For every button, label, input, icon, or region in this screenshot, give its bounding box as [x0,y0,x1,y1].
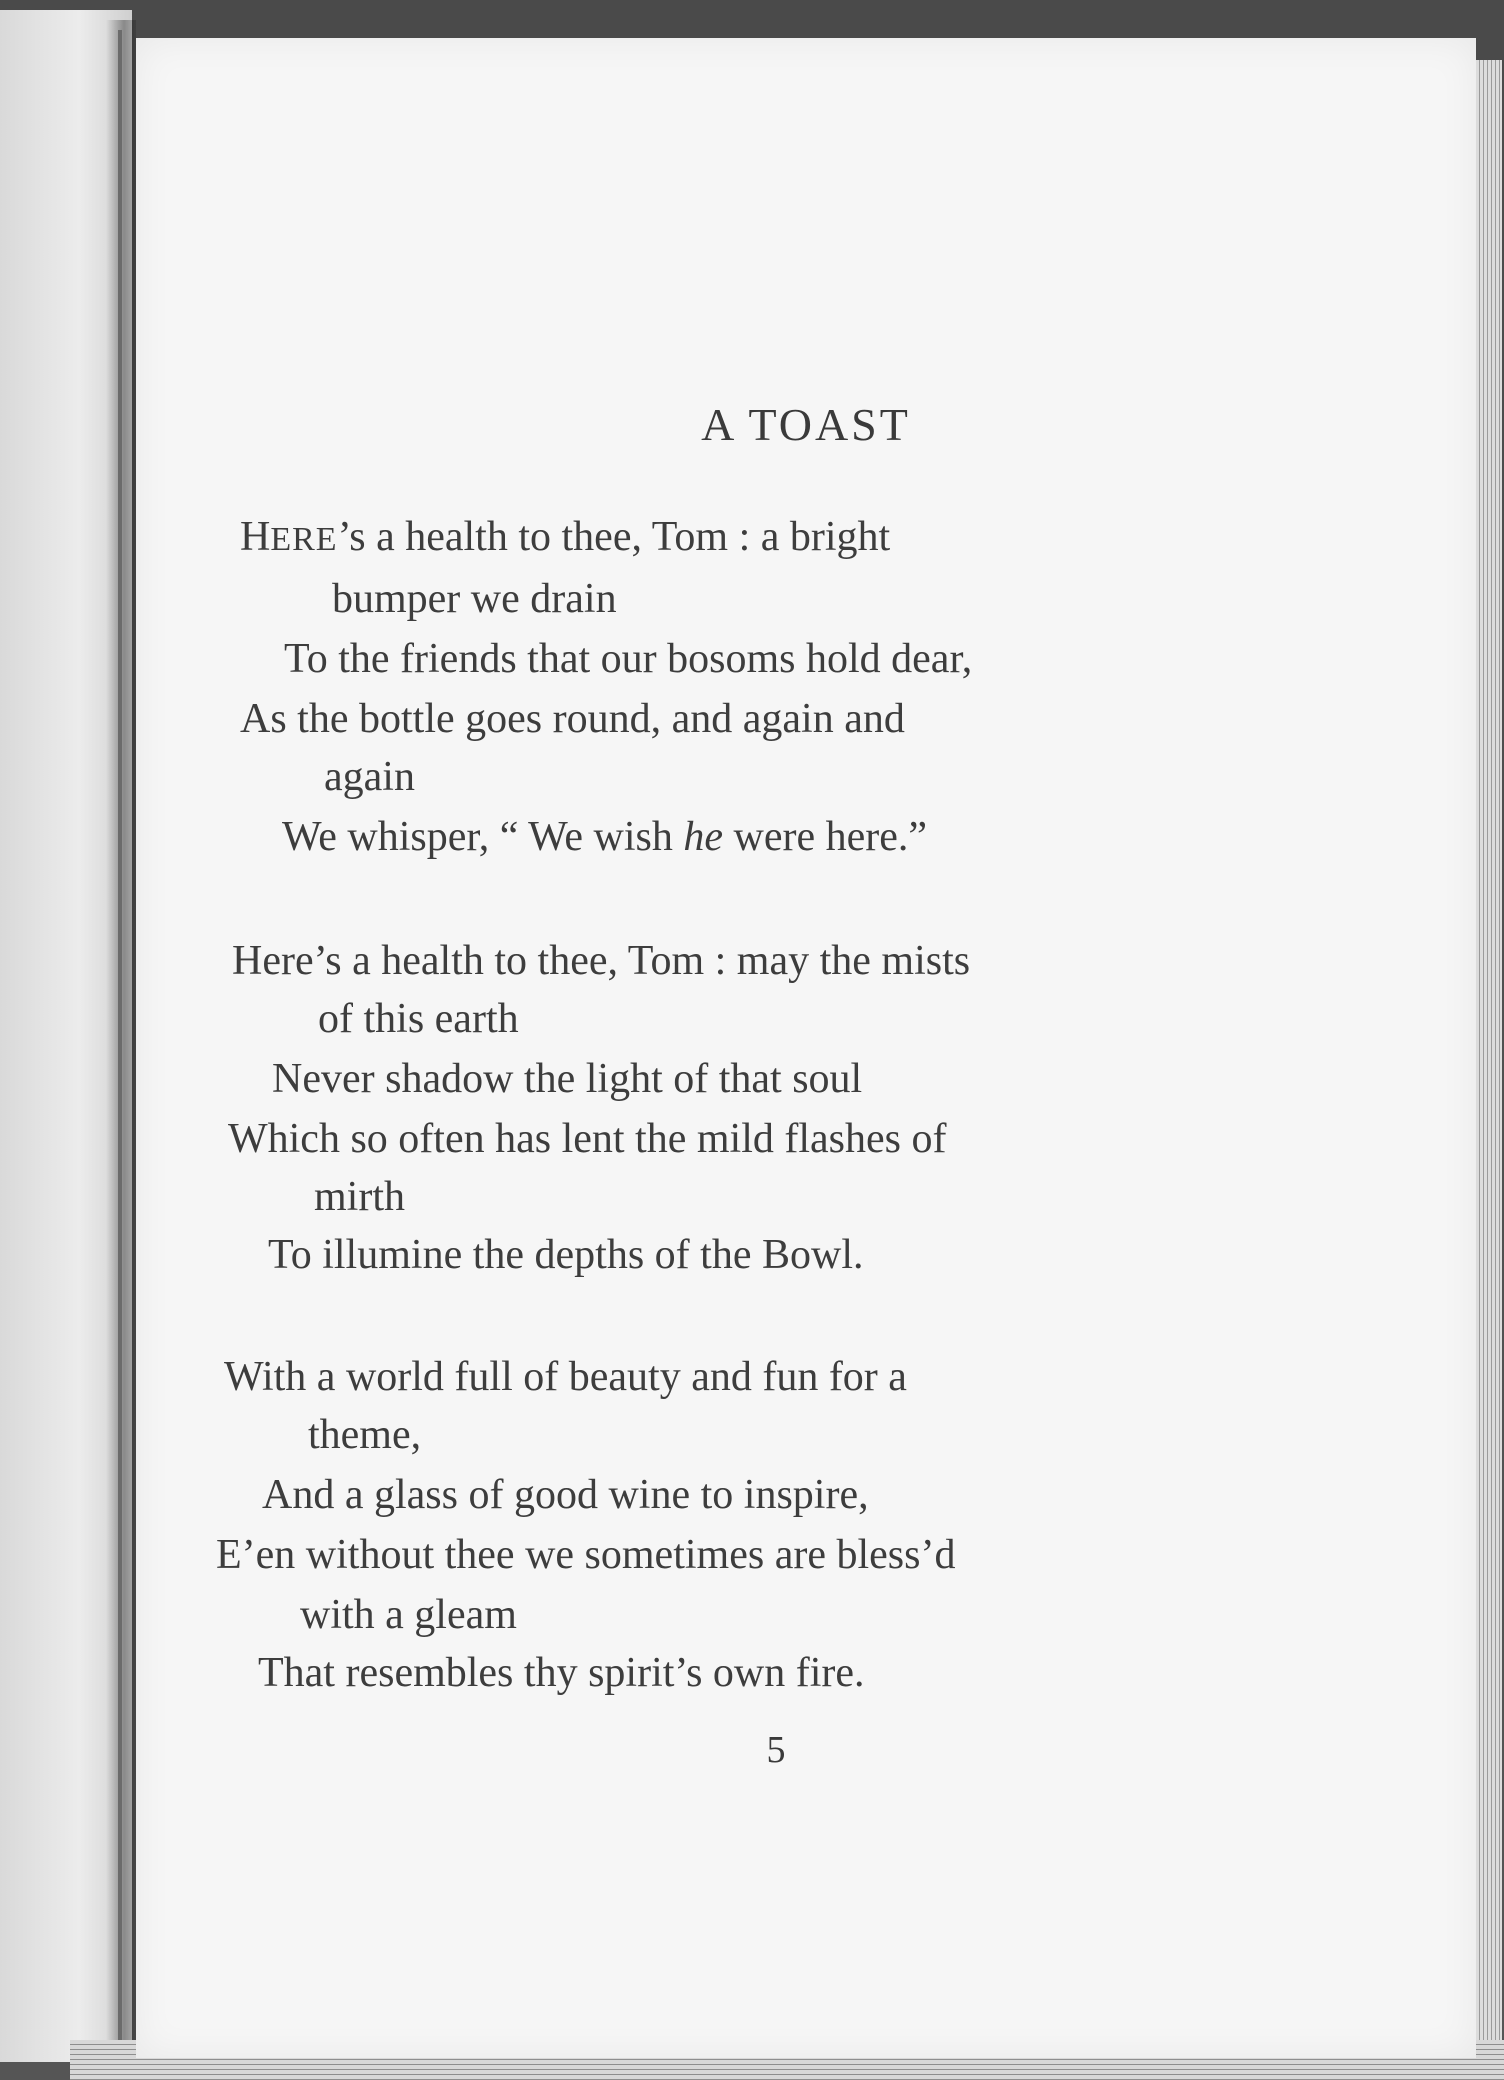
stanza-1-line-3: To the friends that our bosoms hold dear, [284,636,973,682]
stanza-1-line-6: We whisper, “ We wish he were here.” [282,814,928,860]
stanza-2-line-6: To illumine the depths of the Bowl. [268,1232,864,1278]
page-number: 5 [766,1729,786,1771]
stanza-1-line-4: As the bottle goes round, and again and [240,696,905,742]
stanza-3-line-1: With a world full of beauty and fun for a [224,1354,907,1400]
book-spine [118,30,122,2040]
stanza-2-line-5: mirth [314,1174,405,1220]
stanza-3-line-4: E’en without thee we sometimes are bless’d [216,1532,956,1578]
stanza-3-line-6: That resembles thy spirit’s own fire. [258,1650,865,1696]
stanza-1-line-5: again [324,754,415,800]
stanza-2-line-3: Never shadow the light of that soul [272,1056,863,1102]
stanza-1-line-2: bumper we drain [332,576,617,622]
poem-title: A TOAST [701,399,911,450]
stanza-1-line-1: HERE’s a health to thee, Tom : a bright [240,514,891,560]
stanza-3-line-2: theme, [308,1412,422,1458]
stanza-3-line-3: And a glass of good wine to inspire, [262,1472,869,1518]
book-page [136,38,1476,2058]
stanza-2-line-4: Which so often has lent the mild flashes of [228,1116,947,1162]
stanza-3-line-5: with a gleam [300,1592,517,1638]
stanza-2-line-2: of this earth [318,996,519,1042]
stanza-2-line-1: Here’s a health to thee, Tom : may the mists [232,938,971,984]
page-stack-edge-right [1476,60,1502,2060]
